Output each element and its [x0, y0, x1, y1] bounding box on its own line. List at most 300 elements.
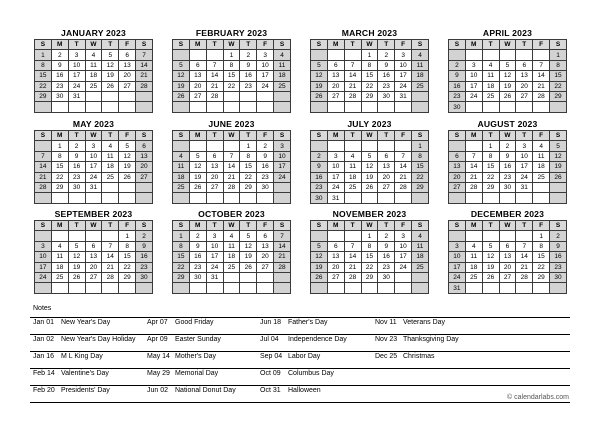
day-cell: 13: [499, 252, 516, 262]
day-cell: 14: [516, 252, 533, 262]
day-cell: 4: [344, 151, 361, 161]
day-cell: 20: [327, 81, 344, 91]
holiday-date: Apr 07: [147, 319, 168, 326]
day-cell: 9: [189, 241, 206, 251]
holiday-name: Labor Day: [288, 353, 321, 360]
weekday-header: M: [327, 131, 344, 141]
holiday-entry: [260, 336, 347, 343]
day-cell: 25: [533, 172, 550, 182]
day-cell: 29: [412, 182, 429, 192]
empty-cell: [344, 231, 361, 241]
empty-cell: [499, 193, 516, 203]
day-cell: 23: [51, 81, 68, 91]
day-cell: 28: [102, 272, 119, 282]
weekday-header: T: [344, 131, 361, 141]
month-8: [448, 118, 567, 204]
holiday-entry: [375, 353, 435, 360]
day-cell: 16: [499, 162, 516, 172]
day-cell: 8: [240, 151, 257, 161]
day-cell: 27: [516, 91, 533, 101]
day-cell: 2: [68, 141, 85, 151]
empty-cell: [327, 231, 344, 241]
weekday-header: T: [240, 221, 257, 231]
day-cell: 21: [465, 172, 482, 182]
weekday-header: F: [533, 40, 550, 50]
day-cell: 27: [206, 182, 223, 192]
day-cell: 26: [499, 91, 516, 101]
empty-cell: [533, 283, 550, 293]
day-cell: 9: [240, 60, 257, 70]
weekday-header: W: [499, 221, 516, 231]
day-cell: 15: [223, 71, 240, 81]
day-cell: 10: [274, 151, 291, 161]
weekday-header: S: [35, 40, 52, 50]
empty-cell: [206, 283, 223, 293]
day-cell: 28: [533, 91, 550, 101]
day-cell: 15: [35, 71, 52, 81]
weekday-header: M: [327, 221, 344, 231]
empty-cell: [240, 272, 257, 282]
day-cell: 21: [516, 262, 533, 272]
day-cell: 1: [550, 50, 567, 60]
day-cell: 16: [136, 252, 153, 262]
day-cell: 25: [465, 272, 482, 282]
weekday-header: T: [240, 40, 257, 50]
day-cell: 10: [85, 151, 102, 161]
empty-cell: [274, 182, 291, 192]
day-cell: 8: [482, 151, 499, 161]
day-cell: 25: [85, 81, 102, 91]
day-cell: 26: [119, 172, 136, 182]
day-cell: 6: [327, 60, 344, 70]
day-cell: 7: [223, 151, 240, 161]
day-cell: 18: [412, 71, 429, 81]
day-cell: 13: [257, 241, 274, 251]
empty-cell: [378, 283, 395, 293]
month-title: FEBRUARY 2023: [195, 28, 268, 38]
weekday-header: S: [35, 221, 52, 231]
day-cell: 16: [257, 162, 274, 172]
holiday-entry: [33, 319, 110, 326]
empty-cell: [173, 102, 190, 112]
day-cell: 22: [550, 81, 567, 91]
empty-cell: [85, 231, 102, 241]
empty-cell: [449, 141, 466, 151]
weekday-header: M: [51, 131, 68, 141]
day-cell: 15: [482, 162, 499, 172]
notes-divider: [30, 368, 570, 369]
day-cell: 21: [102, 262, 119, 272]
day-cell: 20: [119, 71, 136, 81]
day-cell: 1: [51, 141, 68, 151]
day-cell: 18: [482, 81, 499, 91]
day-cell: 16: [68, 162, 85, 172]
day-cell: 26: [189, 182, 206, 192]
weekday-header: T: [344, 221, 361, 231]
day-cell: 21: [206, 81, 223, 91]
weekday-header: T: [344, 40, 361, 50]
empty-cell: [223, 141, 240, 151]
empty-cell: [102, 102, 119, 112]
day-cell: 16: [378, 252, 395, 262]
holiday-entry: [33, 353, 103, 360]
day-cell: 15: [533, 252, 550, 262]
day-cell: 13: [85, 252, 102, 262]
empty-cell: [257, 193, 274, 203]
day-cell: 8: [173, 241, 190, 251]
day-cell: 8: [361, 60, 378, 70]
holiday-entry: [147, 319, 214, 326]
day-cell: 13: [136, 151, 153, 161]
day-cell: 26: [311, 272, 328, 282]
day-cell: 16: [240, 71, 257, 81]
month-1: [34, 27, 153, 113]
empty-cell: [223, 102, 240, 112]
day-cell: 5: [102, 50, 119, 60]
empty-cell: [274, 102, 291, 112]
empty-cell: [189, 193, 206, 203]
day-cell: 8: [119, 241, 136, 251]
weekday-header: T: [102, 221, 119, 231]
weekday-header: S: [449, 131, 466, 141]
weekday-header: F: [257, 221, 274, 231]
day-cell: 24: [516, 172, 533, 182]
day-cell: 19: [499, 81, 516, 91]
day-cell: 17: [516, 162, 533, 172]
day-cell: 18: [344, 172, 361, 182]
empty-cell: [119, 283, 136, 293]
holiday-entry: [260, 370, 334, 377]
day-cell: 14: [136, 60, 153, 70]
empty-cell: [465, 283, 482, 293]
empty-cell: [173, 141, 190, 151]
empty-cell: [223, 272, 240, 282]
weekday-header: F: [395, 131, 412, 141]
weekday-header: F: [533, 131, 550, 141]
day-cell: 27: [119, 81, 136, 91]
empty-cell: [395, 283, 412, 293]
month-grid: [310, 39, 429, 113]
day-cell: 23: [189, 262, 206, 272]
day-cell: 26: [361, 182, 378, 192]
month-title: MAY 2023: [72, 119, 115, 129]
day-cell: 17: [68, 71, 85, 81]
empty-cell: [311, 231, 328, 241]
day-cell: 12: [102, 60, 119, 70]
day-cell: 10: [465, 71, 482, 81]
day-cell: 13: [516, 71, 533, 81]
empty-cell: [119, 91, 136, 101]
empty-cell: [206, 102, 223, 112]
day-cell: 10: [395, 60, 412, 70]
month-9: [34, 208, 153, 294]
day-cell: 30: [311, 193, 328, 203]
weekday-header: S: [136, 131, 153, 141]
empty-cell: [533, 102, 550, 112]
empty-cell: [550, 182, 567, 192]
day-cell: 11: [223, 241, 240, 251]
day-cell: 18: [51, 262, 68, 272]
empty-cell: [378, 141, 395, 151]
empty-cell: [257, 102, 274, 112]
empty-cell: [274, 193, 291, 203]
day-cell: 2: [257, 141, 274, 151]
day-cell: 24: [206, 262, 223, 272]
empty-cell: [51, 231, 68, 241]
month-grid: [34, 220, 153, 294]
empty-cell: [361, 102, 378, 112]
holiday-name: M L King Day: [61, 353, 103, 360]
holiday-date: Oct 31: [260, 387, 281, 394]
day-cell: 25: [482, 91, 499, 101]
weekday-header: S: [35, 131, 52, 141]
day-cell: 20: [206, 172, 223, 182]
empty-cell: [516, 283, 533, 293]
weekday-header: S: [412, 221, 429, 231]
day-cell: 12: [189, 162, 206, 172]
empty-cell: [482, 102, 499, 112]
day-cell: 24: [395, 81, 412, 91]
weekday-header: S: [311, 40, 328, 50]
day-cell: 11: [412, 241, 429, 251]
weekday-header: M: [189, 131, 206, 141]
day-cell: 15: [361, 71, 378, 81]
holiday-name: Memorial Day: [175, 370, 219, 377]
holiday-name: National Donut Day: [175, 387, 236, 394]
day-cell: 10: [449, 252, 466, 262]
day-cell: 5: [361, 151, 378, 161]
holiday-date: Jan 01: [33, 319, 55, 326]
day-cell: 2: [449, 60, 466, 70]
day-cell: 20: [499, 262, 516, 272]
day-cell: 18: [274, 71, 291, 81]
day-cell: 26: [550, 172, 567, 182]
day-cell: 12: [68, 252, 85, 262]
empty-cell: [516, 193, 533, 203]
day-cell: 23: [378, 262, 395, 272]
day-cell: 22: [51, 172, 68, 182]
day-cell: 24: [395, 262, 412, 272]
holiday-name: Christmas: [403, 353, 435, 360]
notes-divider: [30, 334, 570, 335]
day-cell: 7: [102, 241, 119, 251]
weekday-header: F: [257, 131, 274, 141]
day-cell: 22: [240, 172, 257, 182]
empty-cell: [274, 283, 291, 293]
day-cell: 29: [550, 91, 567, 101]
empty-cell: [136, 102, 153, 112]
holiday-name: Thanksgiving Day: [403, 336, 459, 343]
month-title: OCTOBER 2023: [198, 209, 265, 219]
day-cell: 27: [85, 272, 102, 282]
weekday-header: T: [516, 221, 533, 231]
day-cell: 14: [223, 162, 240, 172]
day-cell: 6: [119, 50, 136, 60]
empty-cell: [395, 102, 412, 112]
day-cell: 23: [550, 262, 567, 272]
day-cell: 19: [189, 172, 206, 182]
day-cell: 17: [327, 172, 344, 182]
empty-cell: [311, 141, 328, 151]
holiday-entry: [375, 319, 445, 326]
day-cell: 30: [51, 91, 68, 101]
weekday-header: M: [465, 131, 482, 141]
day-cell: 24: [85, 172, 102, 182]
empty-cell: [412, 193, 429, 203]
empty-cell: [51, 102, 68, 112]
day-cell: 28: [465, 182, 482, 192]
day-cell: 11: [344, 162, 361, 172]
day-cell: 6: [516, 60, 533, 70]
empty-cell: [533, 193, 550, 203]
month-title: NOVEMBER 2023: [332, 209, 407, 219]
day-cell: 4: [51, 241, 68, 251]
holiday-entry: [260, 387, 321, 394]
day-cell: 8: [412, 151, 429, 161]
notes-divider: [30, 402, 570, 403]
empty-cell: [361, 283, 378, 293]
day-cell: 4: [465, 241, 482, 251]
empty-cell: [206, 141, 223, 151]
day-cell: 28: [35, 182, 52, 192]
month-grid: [448, 39, 567, 113]
day-cell: 14: [274, 241, 291, 251]
holiday-entry: [260, 353, 320, 360]
empty-cell: [449, 231, 466, 241]
day-cell: 15: [240, 162, 257, 172]
day-cell: 2: [550, 231, 567, 241]
day-cell: 14: [465, 162, 482, 172]
day-cell: 18: [85, 71, 102, 81]
day-cell: 14: [533, 71, 550, 81]
day-cell: 9: [68, 151, 85, 161]
day-cell: 23: [449, 91, 466, 101]
holiday-name: Halloween: [288, 387, 321, 394]
empty-cell: [378, 102, 395, 112]
empty-cell: [311, 102, 328, 112]
day-cell: 24: [274, 172, 291, 182]
day-cell: 27: [189, 91, 206, 101]
weekday-header: F: [533, 221, 550, 231]
day-cell: 25: [223, 262, 240, 272]
day-cell: 4: [274, 50, 291, 60]
day-cell: 5: [482, 241, 499, 251]
day-cell: 12: [550, 151, 567, 161]
month-11: [310, 208, 429, 294]
day-cell: 21: [35, 172, 52, 182]
holiday-date: Dec 25: [375, 353, 398, 360]
empty-cell: [327, 50, 344, 60]
weekday-header: S: [412, 131, 429, 141]
day-cell: 12: [173, 71, 190, 81]
day-cell: 25: [102, 172, 119, 182]
weekday-header: F: [395, 40, 412, 50]
month-12: [448, 208, 567, 294]
day-cell: 28: [344, 272, 361, 282]
empty-cell: [240, 102, 257, 112]
day-cell: 12: [119, 151, 136, 161]
day-cell: 29: [119, 272, 136, 282]
month-title: JANUARY 2023: [61, 28, 126, 38]
empty-cell: [449, 50, 466, 60]
holiday-date: Jul 04: [260, 336, 279, 343]
month-grid: [172, 39, 291, 113]
day-cell: 7: [35, 151, 52, 161]
day-cell: 10: [68, 60, 85, 70]
day-cell: 7: [344, 241, 361, 251]
day-cell: 3: [206, 231, 223, 241]
day-cell: 5: [240, 231, 257, 241]
empty-cell: [173, 50, 190, 60]
weekday-header: T: [378, 221, 395, 231]
holiday-date: Sep 04: [260, 353, 283, 360]
day-cell: 22: [35, 81, 52, 91]
empty-cell: [240, 193, 257, 203]
month-title: AUGUST 2023: [477, 119, 538, 129]
day-cell: 30: [499, 182, 516, 192]
empty-cell: [68, 231, 85, 241]
day-cell: 11: [533, 151, 550, 161]
weekday-header: T: [206, 131, 223, 141]
day-cell: 10: [257, 60, 274, 70]
holiday-date: Feb 14: [33, 370, 55, 377]
day-cell: 22: [173, 262, 190, 272]
day-cell: 27: [136, 172, 153, 182]
day-cell: 28: [344, 91, 361, 101]
empty-cell: [173, 283, 190, 293]
day-cell: 30: [257, 182, 274, 192]
day-cell: 10: [395, 241, 412, 251]
day-cell: 19: [173, 81, 190, 91]
weekday-header: F: [119, 221, 136, 231]
day-cell: 24: [257, 81, 274, 91]
empty-cell: [344, 102, 361, 112]
day-cell: 4: [412, 50, 429, 60]
empty-cell: [550, 193, 567, 203]
day-cell: 1: [173, 231, 190, 241]
day-cell: 31: [516, 182, 533, 192]
empty-cell: [327, 283, 344, 293]
day-cell: 19: [482, 262, 499, 272]
empty-cell: [51, 283, 68, 293]
day-cell: 12: [361, 162, 378, 172]
day-cell: 7: [465, 151, 482, 161]
day-cell: 12: [311, 252, 328, 262]
day-cell: 11: [51, 252, 68, 262]
day-cell: 6: [257, 231, 274, 241]
day-cell: 21: [274, 252, 291, 262]
day-cell: 7: [344, 60, 361, 70]
day-cell: 19: [240, 252, 257, 262]
day-cell: 29: [51, 182, 68, 192]
empty-cell: [102, 193, 119, 203]
day-cell: 6: [136, 141, 153, 151]
day-cell: 7: [533, 60, 550, 70]
day-cell: 29: [533, 272, 550, 282]
empty-cell: [465, 102, 482, 112]
month-grid: [448, 220, 567, 294]
weekday-header: T: [378, 40, 395, 50]
day-cell: 15: [361, 252, 378, 262]
empty-cell: [223, 91, 240, 101]
day-cell: 13: [206, 162, 223, 172]
day-cell: 6: [499, 241, 516, 251]
day-cell: 6: [85, 241, 102, 251]
month-title: DECEMBER 2023: [470, 209, 545, 219]
empty-cell: [240, 91, 257, 101]
day-cell: 12: [482, 252, 499, 262]
empty-cell: [189, 50, 206, 60]
